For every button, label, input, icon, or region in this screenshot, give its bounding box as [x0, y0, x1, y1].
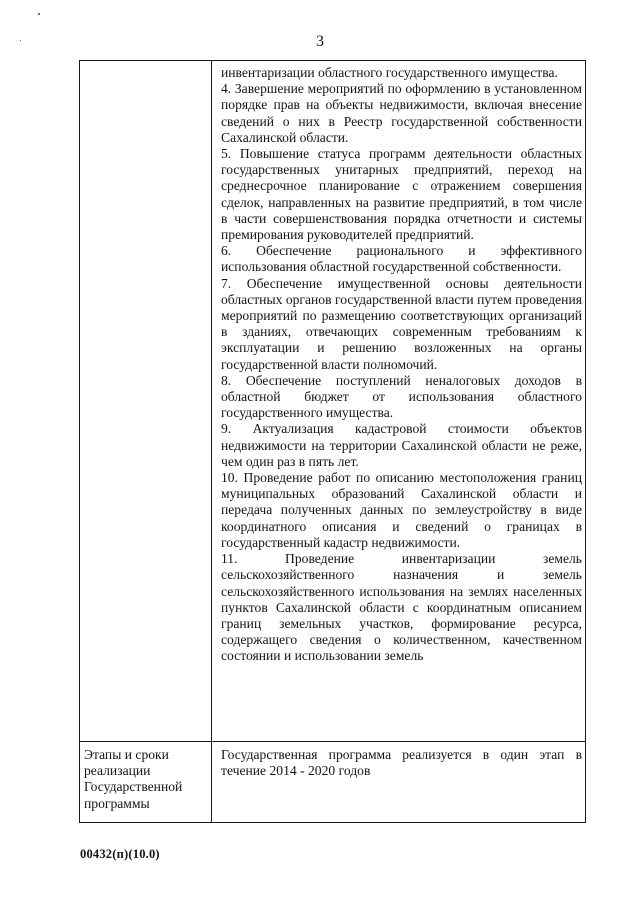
paragraph-item-5: 5. Повышение статуса программ деятельности областных государственных унитарных предприятий, переход на среднесрочное планирование с отражением совершения сделок, направленных на развитие предприятий, в том числе в части совершенствования порядка отчетности и системы премирования руководителей предприятий.: [221, 146, 582, 243]
column-divider: [211, 61, 212, 822]
paragraph-item-11: 11. Проведение инвентаризации земель сельскохозяйственного назначения и земель сельскохозяйственного использования на землях населенных пунктов Сахалинской области с координатным описанием границ земельных участков, формирование ресурса, содержащего сведения о количественном, качественном состоянии и использовании земель: [221, 551, 582, 664]
document-code: 00432(п)(10.0): [80, 847, 160, 861]
paragraph-item-8: 8. Обеспечение поступлений неналоговых доходов в областной бюджет от использования областного государственного имущества.: [221, 372, 582, 421]
stages-value-text: Государственная программа реализуется в один этап в течение 2014 - 2020 годов: [221, 747, 582, 779]
paragraph-item-6: 6. Обеспечение рационального и эффективного использования областной государственной собственности.: [221, 243, 582, 275]
expected-results-cell: [221, 65, 582, 665]
paragraph-continuation: инвентаризации областного государственного имущества.: [221, 65, 558, 80]
scan-speck: [38, 13, 40, 15]
row-divider: [80, 741, 585, 742]
stages-label-cell: Этапы и сроки реализации Государственной программы: [84, 747, 183, 811]
paragraph-item-10: 10. Проведение работ по описанию местоположения границ муниципальных образований Сахалинской области и передача полученных данных по землеустройству в виде координатного описания и сведений о границах в государственный кадастр недвижимости.: [221, 470, 582, 550]
paragraph-item-4: 4. Завершение мероприятий по оформлению в установленном порядке прав на объекты недвижимости, включая внесение сведений о них в Реестр государственной собственности Сахалинской области.: [221, 81, 582, 145]
paragraph-item-9: 9. Актуализация кадастровой стоимости объектов недвижимости на территории Сахалинской области не реже, чем один раз в пять лет.: [221, 421, 582, 469]
program-passport-table: [79, 60, 586, 823]
paragraph-item-7: 7. Обеспечение имущественной основы деятельности областных органов государственной власти путем проведения мероприятий по размещению соответствующих организаций в зданиях, отвечающих современным требованиям к эксплуатации и решению возложенных на органы государственной власти полномочий.: [221, 275, 582, 372]
stages-value-cell: [221, 747, 582, 779]
page-number: 3: [316, 33, 324, 50]
